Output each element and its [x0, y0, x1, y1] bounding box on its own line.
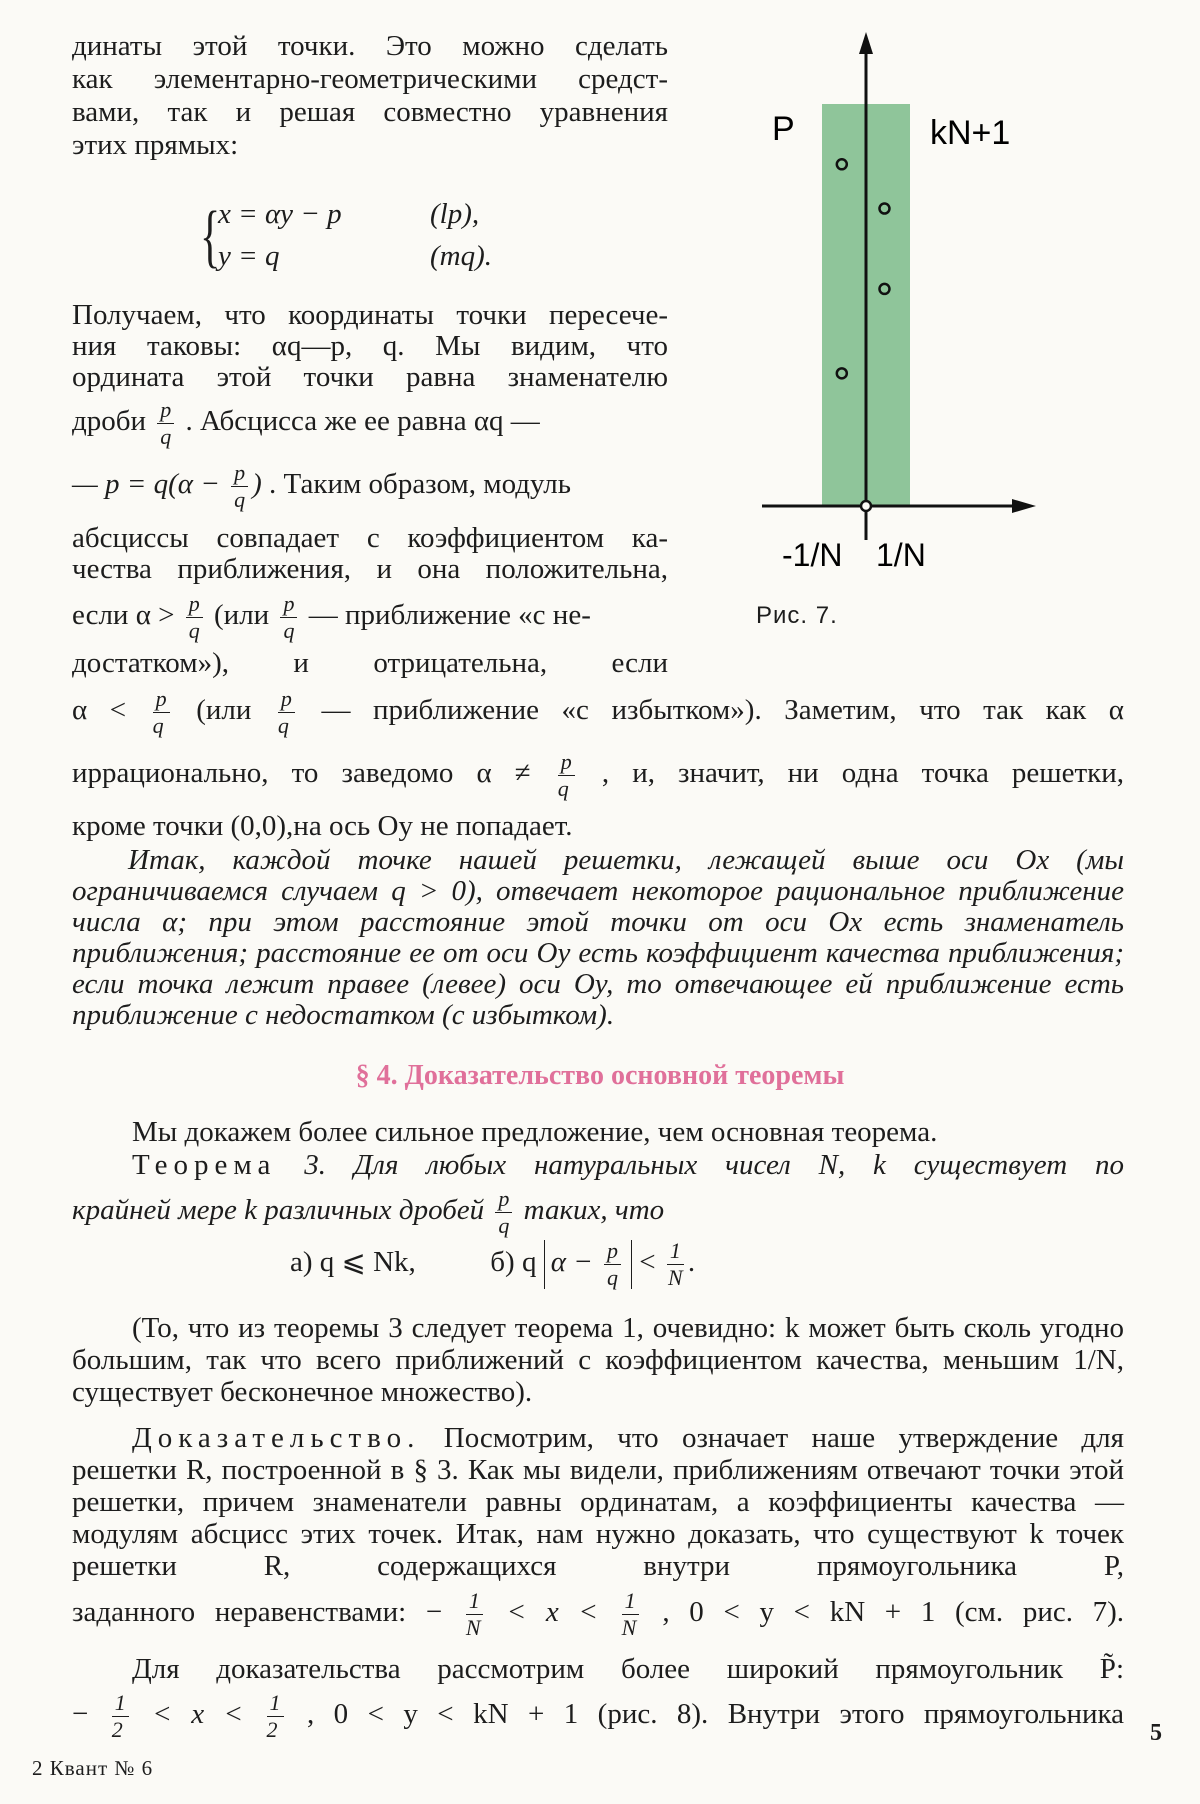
math-paren-open: (α − — [168, 468, 220, 501]
text-fragment: (или — [196, 694, 252, 727]
text-fragment: . Таким образом, модуль — [268, 468, 571, 501]
lattice-point — [879, 284, 889, 294]
condition-b-inner: α − — [550, 1246, 593, 1279]
lattice-point — [837, 368, 847, 378]
lattice-point — [879, 204, 889, 214]
fraction-1-over-n: $\frac{1}{N}$ — [668, 1238, 683, 1290]
remark-text: (То, что из теоремы 3 следует теорема 1, очевидно: k может быть сколь угодно большим, так что всего приближений с коэффициентом качества, меньшим 1/N, существует бесконечное множество). — [72, 1312, 1124, 1408]
proof-text — [72, 1422, 1124, 1582]
text-line — [72, 1590, 1124, 1639]
text-fragment: , и, значит, ни одна точка решетки, — [601, 757, 1125, 790]
x-axis-arrow — [1012, 499, 1036, 513]
figure-7 — [730, 20, 1150, 580]
theorem-text: 3. Для любых натуральных чисел N, k существует по — [304, 1149, 1124, 1181]
proof-paragraph — [72, 1422, 1124, 1741]
text-line: достатком»), и отрицательна, если — [72, 647, 668, 679]
proof-body: Посмотрим, что означает наше утверждение для решетки R, построенной в § 3. Как мы видели, приближениям отвечают точки этой решетки, причем знаменатели равны ординатам, а коэффициенты качества — модулям абсцисс этих точек. Итак, нам нужно доказать, что существуют k точек решетки R, содержащихся внутри прямоугольника P, — [72, 1422, 1124, 1582]
intro-column — [72, 30, 668, 162]
fraction-1-over-n: $\frac{1}{N}$ — [466, 1590, 483, 1639]
text-fragment: . Абсцисса же ее равна αq — — [185, 405, 540, 438]
condition-b-less: < — [639, 1246, 656, 1279]
text-fragment: − — [72, 1698, 89, 1731]
text-fragment: — приближение «с избытком»). Заметим, что так как α — [321, 694, 1125, 727]
theorem-conditions — [290, 1240, 695, 1289]
intro-line: вами, так и решая совместно уравнения — [72, 96, 668, 128]
text-fragment: — приближение «с не- — [308, 599, 591, 632]
intro-line: динаты этой точки. Это можно сделать — [72, 30, 668, 62]
theorem-text: крайней мере k различных дробей — [72, 1194, 485, 1227]
math-fragment: < x < — [506, 1596, 598, 1629]
text-line: чества приближения, и она положительна, — [72, 553, 668, 585]
text-fragment: заданного неравенствами: − — [72, 1596, 443, 1629]
condition-b-end: . — [687, 1246, 696, 1279]
absolute-value — [544, 1240, 632, 1289]
fraction-p-over-q: $\frac{p}{q}$ — [280, 593, 297, 642]
text-line — [72, 399, 668, 448]
label-1-over-n: 1/N — [876, 537, 926, 573]
remark-paragraph — [72, 1312, 1124, 1408]
italic-paragraph: Итак, каждой точке нашей решетки, лежащей выше оси Ox (мы ограничиваемся случаем q > 0), отвечает некоторое рациональное приближение числа α; при этом расстояние этой точки от оси Ox есть знаменатель приближения; расстояние ее от оси Oy есть коэффициент качества приближения; если точка лежит правее (левее) оси Oy, то отвечающее ей приближение есть приближение с недостатком (с избытком). — [72, 844, 1124, 1031]
text-line: ордината этой точки равна знаменателю — [72, 361, 668, 393]
intro-line: как элементарно-геометрическими средст- — [72, 63, 668, 95]
text-fragment: дроби — [72, 405, 147, 438]
label-kn1: kN+1 — [930, 114, 1011, 152]
fraction-p-over-q: $\frac{p}{q}$ — [558, 751, 575, 800]
fraction-p-over-q: $\frac{p}{q}$ — [278, 688, 295, 737]
section-4-body — [72, 1116, 1124, 1237]
text-fragment: (или — [214, 599, 270, 632]
text-fragment: α < — [72, 694, 127, 727]
text-line: Получаем, что координаты точки пересече- — [72, 299, 668, 331]
proof-label: Доказательство. — [132, 1422, 421, 1454]
fraction-p-over-q: $\frac{p}{q}$ — [157, 399, 174, 448]
text-line: Для доказательства рассмотрим более широкий прямоугольник P̃: — [132, 1653, 1124, 1685]
theorem-label: Теорема — [132, 1149, 277, 1181]
equation-1: x = αy − p — [218, 198, 342, 230]
text-line — [72, 1692, 1124, 1741]
equation-1-label: (lp), — [430, 198, 480, 230]
theorem-text: таких, что — [523, 1194, 665, 1227]
equation-2: y = q — [218, 240, 280, 272]
fraction-p-over-q: $\frac{p}{q}$ — [495, 1188, 512, 1237]
label-p: P — [772, 110, 795, 148]
equation-2-label: (mq). — [430, 240, 493, 272]
math-fragment: < x < — [152, 1698, 244, 1731]
text-line — [72, 751, 1124, 800]
paragraph-fullwidth — [72, 688, 1124, 1031]
theorem-line — [72, 1149, 1124, 1182]
section-heading: § 4. Доказательство основной теоремы — [355, 1060, 845, 1091]
text-line: ния таковы: αq—p, q. Мы видим, что — [72, 330, 668, 362]
fraction-p-over-q: $\frac{p}{q}$ — [153, 688, 170, 737]
page-footer: 2 Квант № 6 — [32, 1756, 154, 1780]
text-fragment: , 0 < y < kN + 1 (см. рис. 7). — [662, 1596, 1125, 1629]
fraction-p-over-q: $\frac{p}{q}$ — [186, 593, 203, 642]
brace-symbol: { — [200, 198, 221, 275]
fraction-p-over-q: $\frac{p}{q}$ — [231, 462, 248, 511]
figure-caption: Рис. 7. — [756, 602, 838, 629]
text-fragment: если α > — [72, 599, 175, 632]
text-fragment: , 0 < y < kN + 1 (рис. 8). Внутри этого прямоугольника — [306, 1698, 1125, 1731]
page-number: 5 — [1150, 1720, 1162, 1746]
condition-b-prefix: б) q — [490, 1246, 537, 1279]
text-line — [72, 462, 668, 511]
label-minus-1-over-n: -1/N — [782, 537, 843, 573]
theorem-line — [72, 1188, 1124, 1237]
fraction-1-over-2: $\frac{1}{2}$ — [267, 1692, 284, 1741]
lattice-point — [837, 159, 847, 169]
math-fragment: — p = q — [72, 468, 169, 501]
text-line: кроме точки (0,0),на ось Oy не попадает. — [72, 810, 573, 842]
paragraph-coordinates — [72, 300, 668, 679]
y-axis-arrow — [859, 32, 873, 54]
text-line: абсциссы совпадает с коэффициентом ка- — [72, 522, 668, 554]
intro-line: этих прямых: — [72, 129, 239, 161]
text-line — [72, 593, 668, 642]
math-paren-close: ) — [252, 468, 262, 501]
fraction-1-over-2: $\frac{1}{2}$ — [112, 1692, 129, 1741]
condition-a: а) q ⩽ Nk, — [290, 1246, 416, 1279]
fraction-p-over-q: $\frac{p}{q}$ — [604, 1240, 621, 1289]
text-line — [72, 688, 1124, 737]
text-fragment: иррационально, то заведомо α ≠ — [72, 757, 531, 790]
origin-point — [861, 501, 871, 511]
text-line: Мы докажем более сильное предложение, чем основная теорема. — [132, 1116, 938, 1148]
fraction-1-over-n: $\frac{1}{N}$ — [622, 1590, 639, 1639]
